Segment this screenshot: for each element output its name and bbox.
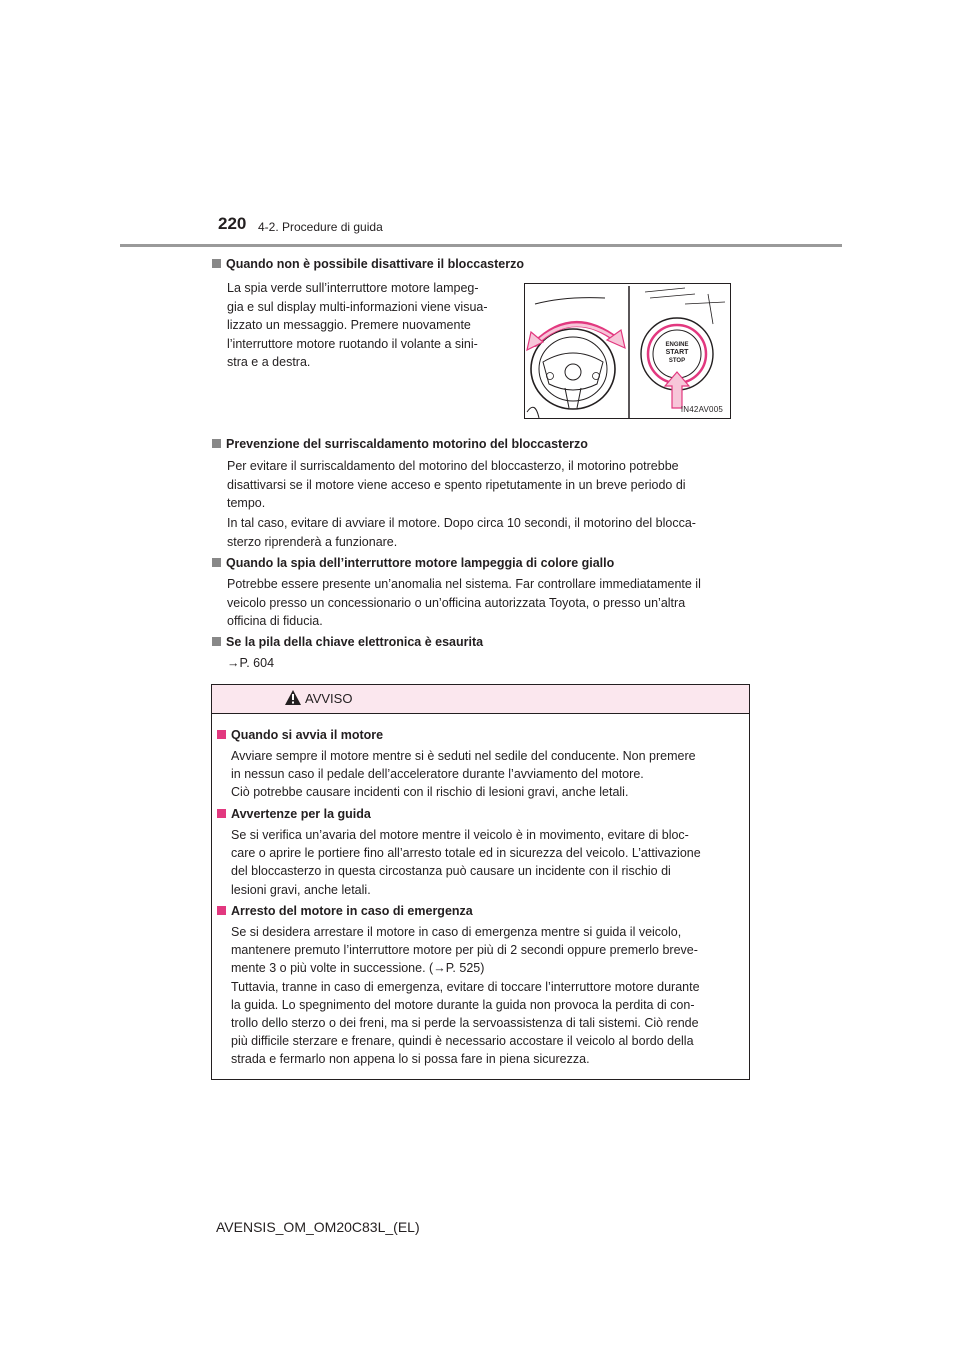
warning-item-text: Avviare sempre il motore mentre si è seduti nel sedile del conducente. Non premere in nessun caso il pedale dell’acceleratore durante l’avviamento del motore. Ciò potrebbe causare incidenti con il rischio di lesioni gravi, anche letali. <box>231 749 696 800</box>
bullet-square-icon <box>212 439 221 448</box>
section-title: 4-2. Procedure di guida <box>258 220 383 234</box>
warning-item-text: Se si desidera arrestare il motore in caso di emergenza mentre si guida il veicolo, mantenere premuto l’interruttore motore per più di 2 secondi oppure premerlo breve- mente 3 o più volte in successione. (→P. 525) Tuttavia, tranne in caso di emergenza, evitare di toccare l’interruttore motore durante la guida. Lo spegnimento del motore durante la guida non provoca la perdita di con- trollo dello sterzo o dei freni, ma si perde la servoassistenza di tali sistemi. Ciò rende più difficile sterzare e frenare, quindi è necessario accostare il veicolo al bordo della strada e fermarlo non appena lo si possa fare in piena sicurezza. <box>231 925 700 1067</box>
page-reference-link[interactable]: →P. 604 <box>227 656 275 670</box>
warning-item-heading: Quando si avvia il motore <box>217 727 383 743</box>
warning-item-heading: Arresto del motore in caso di emergenza <box>217 903 473 919</box>
section-paragraph: Per evitare il surriscaldamento del motorino del bloccasterzo, il motorino potrebbe disattivarsi se il motore viene acceso e spento ripetutamente in un breve periodo di tempo. <box>227 459 686 510</box>
button-start-text: START <box>665 349 689 356</box>
button-engine-text: ENGINE <box>665 342 689 348</box>
bullet-square-icon <box>217 730 226 739</box>
figure-label: IN42AV005 <box>680 405 723 414</box>
warning-item-heading: Avvertenze per la guida <box>217 806 371 822</box>
warning-box <box>211 684 750 1080</box>
section-heading: Quando la spia dell’interruttore motore lampeggia di colore giallo <box>212 555 614 571</box>
bullet-square-icon <box>212 558 221 567</box>
button-stop-text: STOP <box>668 358 686 364</box>
section-heading: Quando non è possibile disattivare il bloccasterzo <box>212 256 524 272</box>
steering-wheel-and-button-drawing <box>525 284 730 418</box>
page-number: 220 <box>218 214 247 233</box>
bullet-square-icon <box>212 259 221 268</box>
section-heading: Se la pila della chiave elettronica è esaurita <box>212 634 483 650</box>
bullet-square-icon <box>217 906 226 915</box>
section-paragraph: Potrebbe essere presente un’anomalia nel sistema. Far controllare immediatamente il veicolo presso un concessionario o un’officina autorizzata Toyota, o presso un’altra officina di fiducia. <box>227 577 701 628</box>
section-paragraph: In tal caso, evitare di avviare il motore. Dopo circa 10 secondi, il motorino del blocca- sterzo riprenderà a funzionare. <box>227 516 696 549</box>
section-paragraph: La spia verde sull’interruttore motore lampeg- gia e sul display multi-informazioni viene visua- lizzato un messaggio. Premere nuovamente l’interruttore motore ruotando il volante a sini- stra e a destra. <box>227 281 488 369</box>
section-heading: Prevenzione del surriscaldamento motorino del bloccasterzo <box>212 436 588 452</box>
document-footer: AVENSIS_OM_OM20C83L_(EL) <box>216 1219 420 1235</box>
warning-triangle-icon <box>284 689 302 706</box>
engine-switch-illustration <box>524 283 731 419</box>
bullet-square-icon <box>217 809 226 818</box>
warning-header <box>212 685 749 714</box>
bullet-square-icon <box>212 637 221 646</box>
page-header <box>120 214 842 248</box>
header-rule <box>120 244 842 247</box>
warning-item-text: Se si verifica un’avaria del motore mentre il veicolo è in movimento, evitare di bloc- care o aprire le portiere fino all’arresto totale ed in sicurezza del veicolo. L’attivazione del bloccasterzo in questa circostanza può causare un incidente con il rischio di lesioni gravi, anche letali. <box>231 828 701 897</box>
warning-title: AVVISO <box>305 691 353 706</box>
